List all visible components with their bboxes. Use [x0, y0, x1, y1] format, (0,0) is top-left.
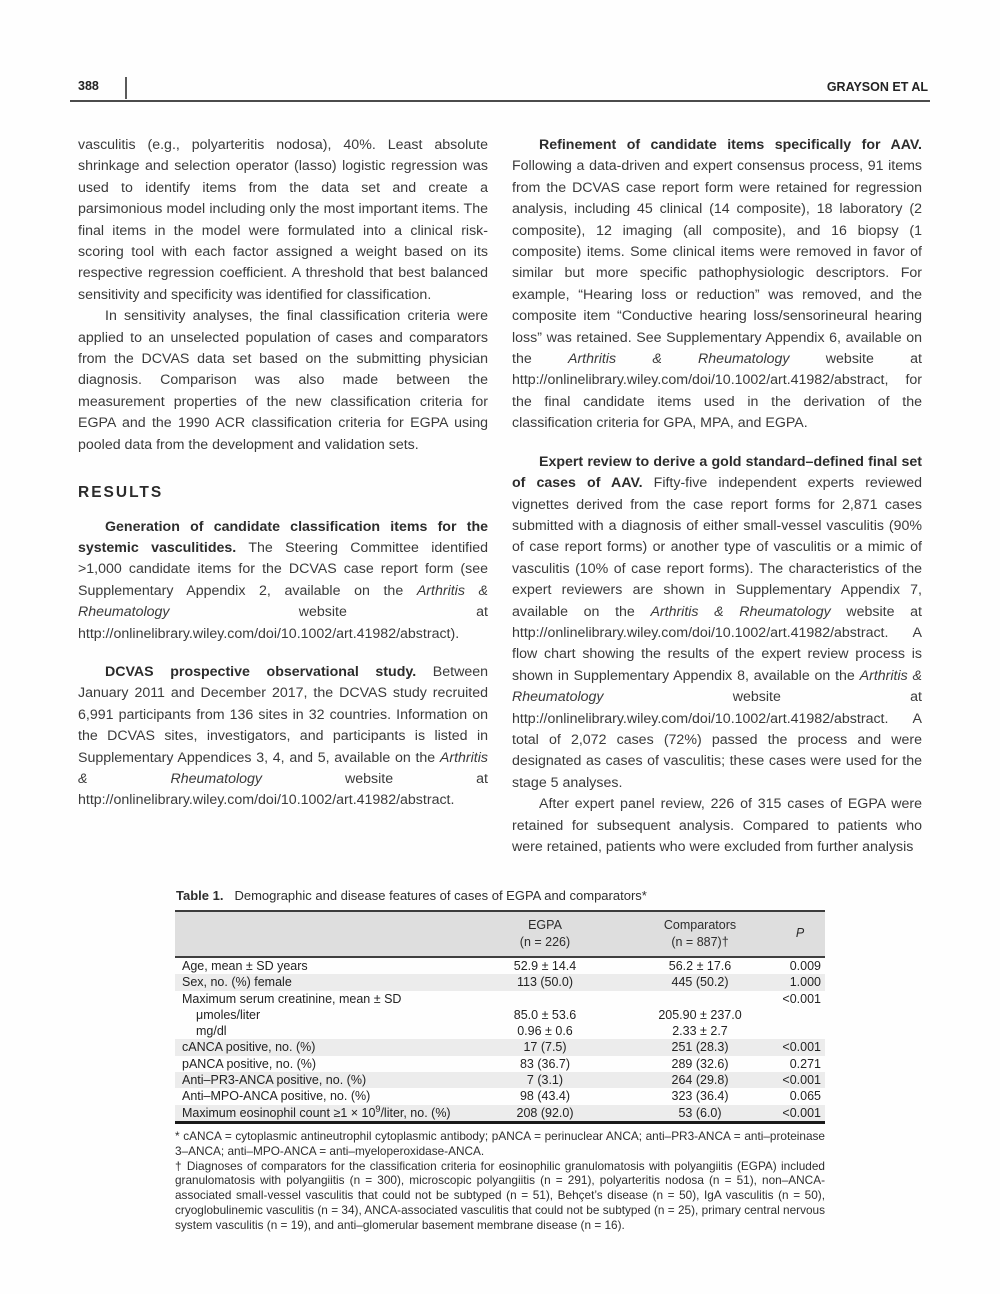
paragraph-lead-in: Refinement of candidate items specifically for AAV. — [539, 137, 922, 153]
header-line: Comparators — [663, 918, 737, 932]
journal-name: Arthritis & Rheumatology — [512, 667, 922, 706]
paragraph-text: Between January 2011 and December 2017, the DCVAS study recruited 6,991 participants from 136 sites in 32 countries. Information on the DCVAS sites, investigators, and participants is listed in Supplementary Appendices 3, 4, and 5, available on the — [78, 663, 489, 766]
footnote: * cANCA = cytoplasmic antineutrophil cytoplasmic antibody; pANCA = perinuclear ANCA; anti–PR3-ANCA = anti–proteinase 3–ANCA; anti–MPO-ANCA = anti–myeloperoxidase-ANCA. — [175, 1128, 825, 1158]
table-row — [175, 1039, 825, 1055]
journal-name: Arthritis & Rheumatology — [78, 582, 488, 621]
paragraph-text: Following a data-driven and expert consensus process, 91 items from the DCVAS case report form were retained for regression analysis, including 45 clinical (14 composite), 18 laboratory (2 composite), 12 imaging (all composite), and 16 biopsy (1 composite) items. Some clinical items were removed in favor of similar but more specific pathophysiologic descriptors. For example, “Hearing loss or reduction” was removed, and the composite item “Conductive hearing loss/sensorineural hearing loss” was retained. See Supplementary Appendix 6, available on the — [512, 158, 922, 368]
row-label: Maximum eosinophil count $\ge 1 \times 10^9$/liter, no. (%) — [182, 1104, 451, 1120]
table-1 — [175, 910, 825, 1124]
header-line: EGPA — [528, 918, 562, 932]
paragraph — [512, 794, 922, 858]
table-1-block — [175, 888, 825, 1233]
row-label: μmoles/liter — [196, 1007, 261, 1022]
egpa-value: 83 (36.7) — [519, 1056, 571, 1071]
egpa-value — [465, 991, 625, 1007]
journal-name: Arthritis & Rheumatology — [78, 749, 488, 787]
egpa-value: 208 (92.0) — [516, 1105, 574, 1120]
left-column — [78, 135, 488, 858]
paragraph — [512, 452, 922, 795]
table-title — [176, 888, 825, 903]
table-row — [175, 1088, 825, 1104]
p-value: <0.001 — [782, 1073, 821, 1088]
table-row — [175, 1072, 825, 1088]
paragraph — [78, 662, 488, 812]
paragraph-text: website at http://onlinelibrary.wiley.com/doi/10.1002/art.41982/abstract. A total of 2,072 cases (72%) passed the process and were designated as cases of vasculitis; these cases were used for the stage 5 analyses. — [512, 689, 922, 791]
paragraph — [78, 306, 488, 456]
comparators-value: 264 (29.8) — [671, 1073, 729, 1088]
header-divider — [125, 77, 127, 99]
paragraph-text: website at http://onlinelibrary.wiley.com/doi/10.1002/art.41982/abstract. A flow chart showing the results of the expert review process is shown in Supplementary Appendix 8, available on the — [512, 603, 922, 684]
paragraph-lead-in: DCVAS prospective observational study. — [105, 663, 417, 680]
comparators-value: 56.2 ± 17.6 — [668, 959, 732, 973]
paragraph — [512, 135, 922, 435]
comparators-value: 2.33 ± 2.7 — [672, 1024, 728, 1039]
journal-name: Arthritis & Rheumatology — [650, 603, 831, 620]
paragraph-text: website at http://onlinelibrary.wiley.com/doi/10.1002/art.41982/abstract. — [78, 770, 488, 809]
comparators-value: 289 (32.6) — [671, 1056, 729, 1071]
egpa-value: 7 (3.1) — [526, 1073, 564, 1088]
comparators-value: 251 (28.3) — [671, 1040, 729, 1055]
table-row — [175, 1105, 825, 1123]
table-row — [175, 957, 825, 974]
paragraph-text: The Steering Committee identified >1,000 candidate items for the DCVAS case report form (see Supplementary Appendix 2, available on the — [78, 539, 489, 599]
row-label: mg/dl — [196, 1024, 227, 1039]
p-value: 1.000 — [789, 975, 821, 990]
journal-name: Arthritis & Rheumatology — [567, 351, 790, 368]
egpa-value: 52.9 ± 14.4 — [513, 959, 577, 973]
paragraph — [78, 135, 488, 306]
paragraph-text: website at http://onlinelibrary.wiley.com/doi/10.1002/art.41982/abstract). — [78, 604, 488, 642]
paragraph-text: In sensitivity analyses, the final classification criteria were applied to an unselected population of cases and comparators from the DCVAS data set based on the submitting physician diagnosis. Comparison was also made between the measurement properties of the new classification criteria for EGPA and the 1990 ACR classification criteria for EGPA using pooled data from the development and validation sets. — [78, 308, 488, 453]
paragraph-text: vasculitis (e.g., polyarteritis nodosa), 40%. Least absolute shrinkage and selection operator (lasso) logistic regression was used to identify items from the data set and create a parsimonious model including only the most important items. The final items in the model were formulated into a clinical risk-scoring tool with each factor assigned a weight based on its respective regression coefficient. A threshold that best balanced sensitivity and specificity was identified for classification. — [78, 137, 488, 303]
table-row — [175, 1007, 825, 1023]
table-header — [175, 911, 825, 957]
col-header-p: P — [775, 911, 825, 957]
p-value: <0.001 — [782, 1105, 821, 1120]
p-value: <0.001 — [782, 1040, 821, 1055]
right-column — [512, 135, 922, 858]
header-line: (n = 226) — [519, 934, 571, 949]
comparators-value — [625, 991, 775, 1007]
paragraph-text: website at http://onlinelibrary.wiley.com/doi/10.1002/art.41982/abstract, for the final candidate items used in the derivation of the classification criteria for GPA, MPA, and EGPA. — [512, 351, 922, 432]
page-number: 388 — [78, 79, 99, 93]
row-label: Maximum serum creatinine, mean ± SD — [182, 991, 402, 1006]
footnote: † Diagnoses of comparators for the classification criteria for eosinophilic granulomatosis with polyangiitis (EGPA) included granulomatosis with polyangiitis (n = 300), microscopic polyangiitis (n = 291), polyarteritis nodosa (n = 51), non–ANCA-associated small-vessel vasculitis that could not be subtyped (n = 51), Behçet’s disease (n = 50), IgA vasculitis (n = 50), cryoglobulinemic vasculitis (n = 34), ANCA-associated vasculitis that could not be subtyped (n = 25), primary central nervous system vasculitis (n = 19), and anti–glomerular basement membrane disease (n = 16). — [175, 1158, 825, 1232]
comparators-value: 53 (6.0) — [678, 1105, 722, 1120]
table-label: Table 1. — [176, 888, 224, 903]
egpa-value: 98 (43.4) — [519, 1089, 571, 1104]
header-line: (n = 887)† — [671, 934, 729, 949]
egpa-value: 0.96 ± 0.6 — [517, 1024, 573, 1039]
table-footnotes — [175, 1129, 825, 1233]
paragraph — [78, 517, 488, 645]
p-value: <0.001 — [782, 991, 821, 1006]
egpa-value: 113 (50.0) — [516, 975, 574, 990]
egpa-value: 17 (7.5) — [523, 1040, 567, 1055]
row-label: Age, mean ± SD years — [182, 959, 308, 973]
row-label: pANCA positive, no. (%) — [182, 1056, 317, 1071]
paragraph-lead-in: Expert review to derive a gold standard–defined final set of cases of AAV. — [512, 453, 922, 492]
table-row — [175, 991, 825, 1007]
table-caption: Demographic and disease features of cases of EGPA and comparators* — [234, 888, 647, 903]
comparators-value: 323 (36.4) — [671, 1089, 729, 1104]
p-value: 0.271 — [789, 1056, 821, 1071]
running-head-authors: GRAYSON ET AL — [826, 80, 928, 94]
row-label: Sex, no. (%) female — [182, 975, 292, 990]
p-value: 0.065 — [789, 1089, 821, 1104]
table-row — [175, 1056, 825, 1072]
table-body — [175, 957, 825, 1122]
row-label: Anti–PR3-ANCA positive, no. (%) — [182, 1073, 367, 1088]
p-value — [775, 1023, 825, 1039]
table-header-row — [175, 911, 825, 957]
paragraph-text: After expert panel review, 226 of 315 cases of EGPA were retained for subsequent analysis. Compared to patients who were retained, patients who were excluded from further analysis — [512, 796, 922, 855]
section-heading: RESULTS — [78, 484, 164, 502]
col-header-item — [175, 911, 465, 957]
comparators-value: 445 (50.2) — [671, 975, 729, 990]
p-value — [775, 1007, 825, 1023]
p-value: 0.009 — [789, 959, 821, 973]
comparators-value: 205.90 ± 237.0 — [658, 1007, 742, 1022]
egpa-value: 85.0 ± 53.6 — [513, 1007, 577, 1022]
table-row — [175, 1023, 825, 1039]
article-body — [78, 135, 922, 858]
row-label: cANCA positive, no. (%) — [182, 1040, 316, 1055]
col-header-comparators — [625, 911, 775, 957]
col-header-egpa — [465, 911, 625, 957]
running-header — [70, 76, 930, 102]
paragraph-text: Fifty-five independent experts reviewed vignettes derived from the case report forms for 2,871 cases submitted with a diagnosis of either small-vessel vasculitis (90% of case report forms) or another type of vasculitis or a mimic of vasculitis (10% of case report forms). The characteristics of the expert reviewers are shown in Supplementary Appendix 7, available on the — [512, 475, 922, 620]
table-row — [175, 974, 825, 990]
paragraph-lead-in: Generation of candidate classification items for the systemic vasculitides. — [78, 518, 488, 556]
row-label: Anti–MPO-ANCA positive, no. (%) — [182, 1089, 371, 1104]
